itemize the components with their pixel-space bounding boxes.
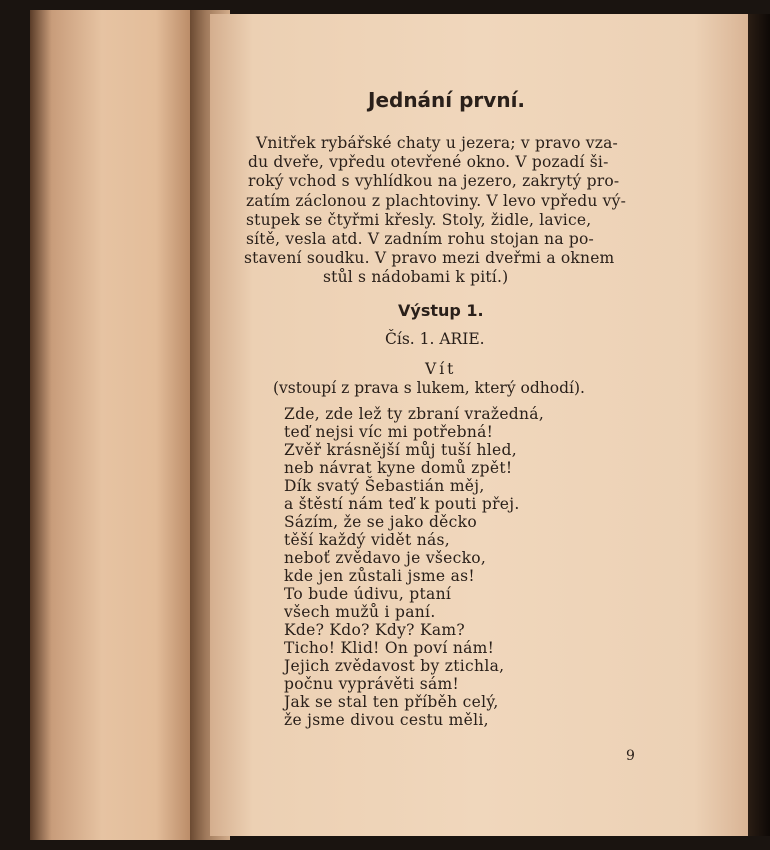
act-title: Jednání první. <box>368 88 526 112</box>
verse-line: všech mužů i paní. <box>284 603 436 621</box>
page-number: 9 <box>626 748 635 764</box>
verse-line: neb návrat kyne domů zpět! <box>284 459 513 477</box>
stage-line: roký vchod s vyhlídkou na jezero, zakrytý pro- <box>248 172 620 190</box>
verse-line: Zde, zde lež ty zbraní vražedná, <box>284 405 545 423</box>
verse-line: Ticho! Klid! On poví nám! <box>284 639 495 657</box>
number-label: Čís. 1. ARIE. <box>385 330 485 348</box>
verse-line: Dík svatý Šebastián měj, <box>284 477 485 495</box>
character-name: Vít <box>425 360 457 378</box>
stage-line: stupek se čtyřmi křesly. Stoly, židle, lavice, <box>246 211 592 229</box>
stage-line: du dveře, vpředu otevřené okno. V pozadí ši- <box>248 153 609 171</box>
verse-line: že jsme divou cestu měli, <box>284 711 489 729</box>
verse-line: počnu vyprávěti sám! <box>284 675 460 693</box>
verse-line: kde jen zůstali jsme as! <box>284 567 475 585</box>
stage-line: zatím záclonou z plachtoviny. V levo vpředu vý- <box>246 192 627 210</box>
verse-line: Jak se stal ten příběh celý, <box>284 693 499 711</box>
verse-line: Sázím, že se jako děcko <box>284 513 477 531</box>
verse-line: a štěstí nám teď k pouti přej. <box>284 495 520 513</box>
verse-line: Zvěř krásnější můj tuší hled, <box>284 441 517 459</box>
stage-line: sítě, vesla atd. V zadním rohu stojan na po- <box>246 230 594 248</box>
verse-line: Jejich zvědavost by ztichla, <box>284 657 505 675</box>
page-edge <box>748 14 770 836</box>
verse-line: teď nejsi víc mi potřebná! <box>284 423 494 441</box>
character-direction: (vstoupí z prava s lukem, který odhodí). <box>273 379 585 397</box>
stage-line: stůl s nádobami k pití.) <box>323 268 509 286</box>
verse-line: To bude údivu, ptaní <box>284 585 452 603</box>
stage-line: Vnitřek rybářské chaty u jezera; v pravo vza- <box>256 134 618 152</box>
verse-line: Kde? Kdo? Kdy? Kam? <box>284 621 466 639</box>
stage-line: stavení soudku. V pravo mezi dveřmi a oknem <box>244 249 615 267</box>
verse-line: těší každý vidět nás, <box>284 531 451 549</box>
left-page <box>30 10 210 840</box>
scene-title: Výstup 1. <box>398 301 484 320</box>
verse-line: neboť zvědavo je všecko, <box>284 549 487 567</box>
